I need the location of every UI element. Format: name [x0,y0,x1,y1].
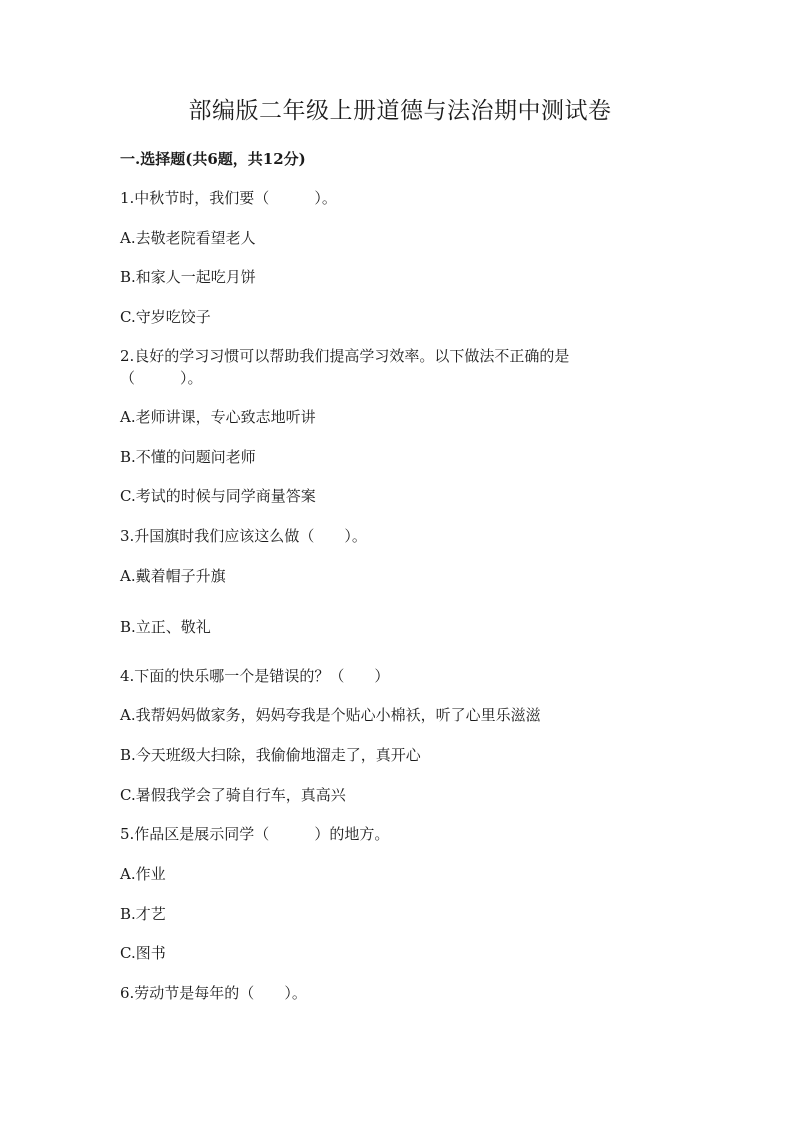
question-5-stem: 5.作品区是展示同学（ ）的地方。 [120,825,390,843]
question-1-stem: 1.中秋节时，我们要（ ）。 [120,189,337,207]
question-4-stem: 4.下面的快乐哪一个是错误的？（ ） [120,667,390,685]
question-4-option-a: A.我帮妈妈做家务，妈妈夸我是个贴心小棉袄，听了心里乐滋滋 [120,706,541,724]
question-1-option-b: B.和家人一起吃月饼 [120,268,256,286]
question-5-option-c: C.图书 [120,944,166,962]
question-1-option-a: A.去敬老院看望老人 [120,229,256,247]
question-5-option-a: A.作业 [120,865,166,883]
question-2-option-a: A.老师讲课，专心致志地听讲 [120,408,316,426]
section-heading: 一.选择题(共6题，共12分) [120,150,306,168]
question-2-stem: 2.良好的学习习惯可以帮助我们提高学习效率。以下做法不正确的是 [120,347,570,365]
question-6-stem: 6.劳动节是每年的（ ）。 [120,984,307,1002]
question-4-option-c: C.暑假我学会了骑自行车，真高兴 [120,786,346,804]
question-3-option-a: A.戴着帽子升旗 [120,567,226,585]
question-5-option-b: B.才艺 [120,905,166,923]
question-4-option-b: B.今天班级大扫除，我偷偷地溜走了，真开心 [120,746,421,764]
question-3-option-b: B.立正、敬礼 [120,618,211,636]
page-title: 部编版二年级上册道德与法治期中测试卷 [188,98,612,124]
question-2-stem-continued: （ ）。 [120,369,203,387]
question-2-option-b: B.不懂的问题问老师 [120,448,256,466]
question-3-stem: 3.升国旗时我们应该这么做（ ）。 [120,527,367,545]
question-2-option-c: C.考试的时候与同学商量答案 [120,487,316,505]
question-1-option-c: C.守岁吃饺子 [120,308,211,326]
